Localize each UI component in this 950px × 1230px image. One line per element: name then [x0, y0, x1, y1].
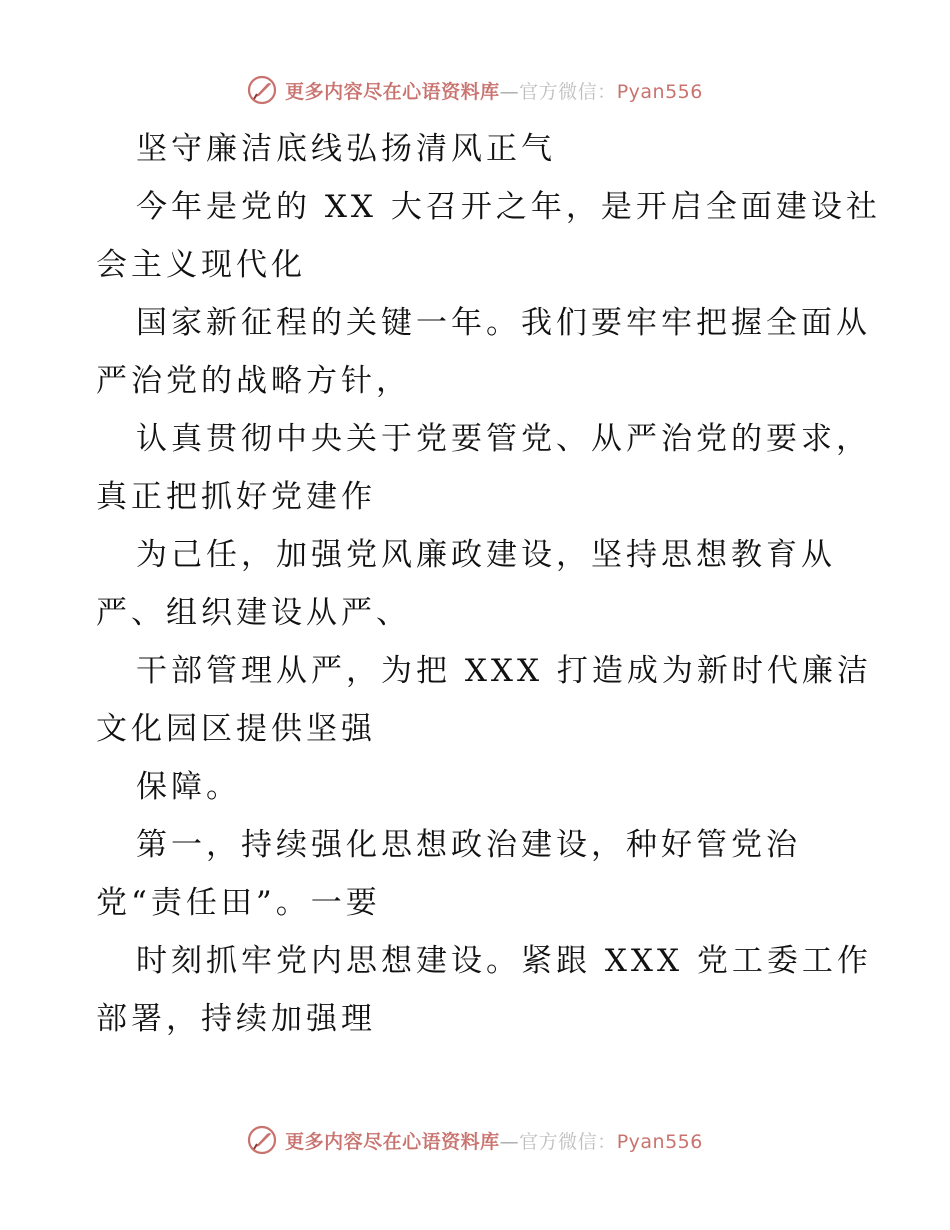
banner-main-text: 更多内容尽在心语资料库	[285, 1130, 500, 1153]
banner-dash: —	[499, 1130, 520, 1153]
document-line: 国家新征程的关键一年。我们要牢牢把握全面从	[136, 305, 871, 341]
header-watermark-banner	[0, 70, 950, 110]
feather-pen-logo-icon	[247, 75, 277, 105]
document-line: 认真贯彻中央关于党要管党、从严治党的要求，	[136, 421, 871, 457]
document-line: 为己任，加强党风廉政建设，坚持思想教育从	[136, 537, 836, 573]
document-line: 文化园区提供坚强	[96, 711, 376, 747]
document-line: 党“责任田”。一要	[96, 885, 381, 921]
document-line: 严治党的战略方针，	[96, 363, 411, 399]
document-body	[96, 120, 881, 1048]
banner-wechat-label: 官方微信：	[519, 80, 617, 103]
document-line: 干部管理从严，为把 XXX 打造成为新时代廉洁	[136, 653, 872, 689]
document-line: 严、组织建设从严、	[96, 595, 411, 631]
banner-text	[285, 77, 703, 104]
document-line: 坚守廉洁底线弘扬清风正气	[136, 131, 556, 167]
document-line: 保障。	[136, 769, 241, 805]
banner-main-text: 更多内容尽在心语资料库	[285, 80, 500, 103]
document-line: 会主义现代化	[96, 247, 306, 283]
banner-text	[285, 1127, 703, 1154]
banner-wechat-id: Pyan556	[616, 1130, 703, 1153]
feather-pen-logo-icon	[247, 1125, 277, 1155]
banner-wechat-label: 官方微信：	[519, 1130, 617, 1153]
document-line: 真正把抓好党建作	[96, 479, 376, 515]
document-line: 时刻抓牢党内思想建设。紧跟 XXX 党工委工作	[136, 943, 872, 979]
footer-watermark-banner	[0, 1120, 950, 1160]
banner-dash: —	[499, 80, 520, 103]
banner-wechat-id: Pyan556	[616, 80, 703, 103]
document-line: 今年是党的 XX 大召开之年，是开启全面建设社	[136, 189, 881, 225]
document-line: 第一，持续强化思想政治建设，种好管党治	[136, 827, 801, 863]
document-line: 部署，持续加强理	[96, 1001, 376, 1037]
